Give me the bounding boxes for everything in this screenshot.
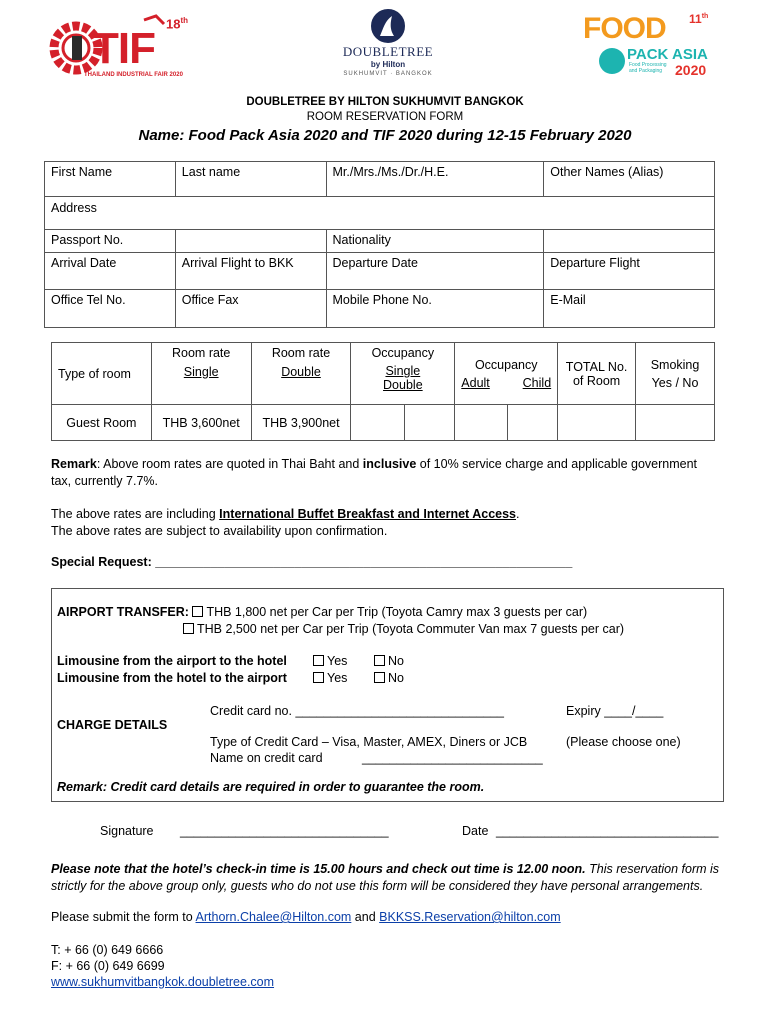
checkbox-icon[interactable] bbox=[374, 655, 385, 666]
transfer-opt2-row bbox=[183, 622, 624, 636]
transfer-opt2-checkbox[interactable] bbox=[183, 623, 194, 634]
hotel-name: DOUBLETREE BY HILTON SUKHUMVIT BANGKOK bbox=[246, 96, 524, 108]
limo-to-airport-label: Limousine from the hotel to the airport bbox=[57, 671, 287, 685]
total-rooms-input[interactable] bbox=[558, 405, 636, 441]
occupancy-single-input[interactable] bbox=[351, 405, 405, 441]
child-count-input[interactable] bbox=[508, 405, 558, 441]
doubletree-location: SUKHUMVIT · BANGKOK bbox=[343, 71, 433, 77]
limo-to-hotel-label: Limousine from the airport to the hotel bbox=[57, 654, 287, 668]
phone-number: T: + 66 (0) 649 6666 bbox=[51, 943, 164, 957]
checkin-note bbox=[51, 861, 741, 895]
form-title: ROOM RESERVATION FORM bbox=[306, 111, 464, 123]
choose-one-label: (Please choose one) bbox=[566, 735, 681, 749]
limo-to-hotel-no[interactable] bbox=[374, 654, 404, 668]
total-line-2: of Room bbox=[572, 373, 621, 388]
mobile-field[interactable]: Mobile Phone No. bbox=[326, 290, 544, 328]
checkbox-icon[interactable] bbox=[374, 672, 385, 683]
fax-number: F: + 66 (0) 649 6699 bbox=[51, 959, 165, 973]
smoking-line-1: Smoking bbox=[650, 357, 700, 372]
email-link-arthorn[interactable]: Arthorn.Chalee@Hilton.com bbox=[195, 910, 352, 924]
checkin-note-line-2: strictly for the above group only, guests who do not use this form will be considered they have personal arrangements. bbox=[51, 879, 704, 893]
guest-details-table bbox=[44, 161, 715, 328]
limo-to-airport-no[interactable] bbox=[374, 671, 404, 685]
passport-label: Passport No. bbox=[45, 230, 176, 253]
doubletree-logo bbox=[333, 8, 443, 86]
availability-text: The above rates are subject to availability upon confirmation. bbox=[51, 524, 388, 538]
occupancy-single-double-header bbox=[351, 343, 455, 405]
arrival-flight-field[interactable]: Arrival Flight to BKK bbox=[175, 253, 326, 290]
date-field[interactable]: ________________________________ bbox=[496, 824, 719, 838]
foodpack-line1: FOOD bbox=[583, 12, 666, 45]
smoking-header bbox=[636, 343, 715, 405]
foodpack-p-circle bbox=[599, 48, 625, 74]
no-label: No bbox=[388, 671, 404, 685]
remark-text-1: : Above room rates are quoted in Thai Baht and bbox=[96, 457, 363, 471]
checkbox-icon[interactable] bbox=[313, 655, 324, 666]
guest-room-label: Guest Room bbox=[52, 405, 152, 441]
remark-inclusive: inclusive bbox=[362, 457, 417, 471]
single-price: THB 3,600net bbox=[151, 405, 251, 441]
tif-logo bbox=[44, 14, 194, 84]
occupancy-title-2: Occupancy bbox=[474, 357, 538, 372]
alias-field[interactable]: Other Names (Alias) bbox=[544, 162, 715, 197]
type-of-room-header: Type of room bbox=[52, 343, 152, 405]
adult-count-input[interactable] bbox=[455, 405, 508, 441]
yes-label: Yes bbox=[327, 671, 348, 685]
foodpack-line2: PACK ASIA bbox=[627, 46, 708, 63]
doubletree-sub: by Hilton bbox=[370, 60, 406, 69]
limo-to-airport-yes[interactable] bbox=[313, 671, 347, 685]
credit-card-number-field[interactable]: Credit card no. ______________________________ bbox=[210, 704, 505, 718]
office-tel-field[interactable]: Office Tel No. bbox=[45, 290, 176, 328]
remark-paragraph bbox=[51, 456, 731, 490]
occupancy-double: Double bbox=[383, 378, 423, 392]
incl-post: . bbox=[516, 507, 520, 521]
remark-text-3: tax, currently 7.7%. bbox=[51, 474, 158, 488]
doubletree-icon bbox=[368, 8, 408, 44]
credit-card-remark: Remark: Credit card details are required in order to guarantee the room. bbox=[57, 780, 485, 794]
office-fax-field[interactable]: Office Fax bbox=[175, 290, 326, 328]
signature-field[interactable]: ______________________________ bbox=[180, 824, 389, 838]
expiry-field[interactable]: Expiry ____/____ bbox=[566, 704, 664, 718]
nationality-label: Nationality bbox=[326, 230, 544, 253]
airport-transfer-row bbox=[57, 605, 587, 619]
rate-single-header bbox=[151, 343, 251, 405]
rate-double-title: Room rate bbox=[271, 346, 331, 360]
incl-bold: International Buffet Breakfast and Internet Access bbox=[219, 507, 517, 521]
smoking-input[interactable] bbox=[636, 405, 715, 441]
rate-double-header bbox=[251, 343, 351, 405]
event-name: Name: Food Pack Asia 2020 and TIF 2020 during 12-15 February 2020 bbox=[138, 127, 632, 144]
occupancy-child: Child bbox=[522, 375, 552, 390]
occupancy-double-input[interactable] bbox=[405, 405, 455, 441]
no-label: No bbox=[388, 654, 404, 668]
special-request-field[interactable]: Special Request: ____________________________________________________________ bbox=[51, 555, 573, 569]
name-on-card-field[interactable]: __________________________ bbox=[362, 751, 543, 765]
rate-single-sub: Single bbox=[183, 365, 219, 379]
first-name-field[interactable]: First Name bbox=[45, 162, 176, 197]
tif-edition: 18th bbox=[166, 16, 189, 32]
transfer-opt1-label: THB 1,800 net per Car per Trip (Toyota Camry max 3 guests per car) bbox=[206, 605, 588, 619]
foodpack-caption: Food Processing and Packaging bbox=[629, 62, 667, 74]
foodpack-logo bbox=[583, 12, 723, 84]
total-line-1: TOTAL No. bbox=[565, 359, 628, 374]
room-rate-table bbox=[51, 342, 715, 441]
transfer-charge-box bbox=[51, 588, 724, 802]
last-name-field[interactable]: Last name bbox=[175, 162, 326, 197]
remark-text-2: of 10% service charge and applicable government bbox=[416, 457, 698, 471]
doubletree-name: DOUBLETREE bbox=[342, 44, 434, 59]
departure-date-field[interactable]: Departure Date bbox=[326, 253, 544, 290]
occupancy-title: Occupancy bbox=[371, 346, 435, 360]
checkin-note-rest: This reservation form is bbox=[585, 862, 720, 876]
inclusions-paragraph bbox=[51, 506, 520, 540]
tif-caption: THAILAND INDUSTRIAL FAIR 2020 bbox=[84, 72, 183, 78]
occupancy-adult-child-header bbox=[455, 343, 558, 405]
contact-block bbox=[51, 942, 274, 990]
airport-transfer-label: AIRPORT TRANSFER: bbox=[57, 605, 189, 619]
email-field[interactable]: E-Mail bbox=[544, 290, 715, 328]
double-price: THB 3,900net bbox=[251, 405, 351, 441]
transfer-opt2-label: THB 2,500 net per Car per Trip (Toyota Commuter Van max 7 guests per car) bbox=[197, 622, 625, 636]
incl-pre: The above rates are including bbox=[51, 507, 220, 521]
name-on-card-label: Name on credit card bbox=[210, 751, 323, 765]
remark-label: Remark bbox=[51, 457, 97, 471]
date-label: Date bbox=[462, 824, 489, 838]
smoking-line-2: Yes / No bbox=[651, 375, 699, 390]
card-type-label: Type of Credit Card – Visa, Master, AMEX, Diners or JCB bbox=[210, 735, 528, 749]
nationality-field[interactable] bbox=[544, 230, 715, 253]
website-link[interactable]: www.sukhumvitbangkok.doubletree.com bbox=[51, 975, 275, 989]
checkbox-icon[interactable] bbox=[313, 672, 324, 683]
yes-label: Yes bbox=[327, 654, 348, 668]
checkin-note-bold: Please note that the hotel’s check-in time is 15.00 hours and check out time is 12.00 noon. bbox=[51, 862, 586, 876]
foodpack-edition: 11th bbox=[689, 12, 709, 26]
tif-logo-text: TIF bbox=[92, 24, 155, 73]
submit-mid: and bbox=[351, 910, 380, 924]
arrival-date-field[interactable]: Arrival Date bbox=[45, 253, 176, 290]
transfer-opt1-checkbox[interactable] bbox=[192, 606, 203, 617]
limo-to-hotel-yes[interactable] bbox=[313, 654, 347, 668]
rate-single-title: Room rate bbox=[172, 346, 231, 360]
foodpack-year: 2020 bbox=[675, 62, 707, 78]
passport-field[interactable] bbox=[175, 230, 326, 253]
submit-pre: Please submit the form to bbox=[51, 910, 196, 924]
title-field[interactable]: Mr./Mrs./Ms./Dr./H.E. bbox=[326, 162, 544, 197]
charge-details-label: CHARGE DETAILS bbox=[57, 718, 168, 732]
submit-instructions bbox=[51, 910, 561, 924]
departure-flight-field[interactable]: Departure Flight bbox=[544, 253, 715, 290]
occupancy-single: Single bbox=[385, 364, 421, 378]
signature-label: Signature bbox=[100, 824, 154, 838]
rate-double-sub: Double bbox=[281, 365, 321, 379]
email-link-reservation[interactable]: BKKSS.Reservation@hilton.com bbox=[379, 910, 561, 924]
occupancy-adult: Adult bbox=[461, 375, 490, 390]
address-field[interactable]: Address bbox=[45, 197, 715, 230]
total-rooms-header bbox=[558, 343, 636, 405]
